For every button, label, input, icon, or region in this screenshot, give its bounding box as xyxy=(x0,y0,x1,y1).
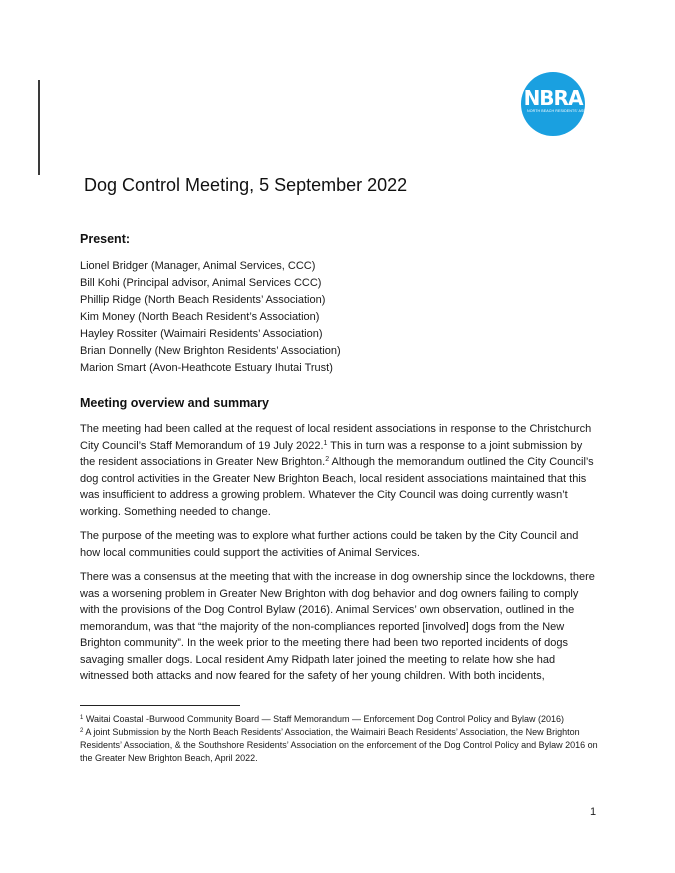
page-number: 1 xyxy=(590,806,597,818)
attendee-item: Bill Kohi (Principal advisor, Animal Services CCC) xyxy=(80,277,322,289)
paragraph-1-text-b: This in turn was a response to a joint submission by the resident associations in Greater New Brighton. xyxy=(80,439,583,468)
attendee-item: Kim Money (North Beach Resident’s Association) xyxy=(80,311,320,323)
attendee-item: Lionel Bridger (Manager, Animal Services, CCC) xyxy=(80,260,316,272)
nbra-logo xyxy=(521,72,604,136)
attendee-item: Hayley Rossiter (Waimairi Residents’ Association) xyxy=(80,328,323,340)
footnote-2 xyxy=(80,726,600,765)
footnote-ref-1[interactable]: 1 xyxy=(323,439,328,447)
attendee-item: Phillip Ridge (North Beach Residents’ Association) xyxy=(80,294,326,306)
present-heading: Present: xyxy=(80,232,131,246)
footnote-1 xyxy=(80,713,600,726)
overview-heading: Meeting overview and summary xyxy=(80,396,269,410)
paragraph-1-text-c: Although the memorandum outlined the City Council’s dog control activities in the Greater New Brighton Beach, local resident associations maintained that this was insufficient to address a growing problem. Whatever the City Council was doing currently wasn’t working. Something needed to change. xyxy=(80,456,594,518)
footnote-text: A joint Submission by the North Beach Residents’ Association, the Waimairi Beach Residents’ Association, the New Brighton Residents’ Association, & the Southshore Residents’ Association on the enforcement of the Dog Control Policy and Bylaw 2016 on the Greater New Brighton Beach, April 2022. xyxy=(80,727,598,763)
footnotes xyxy=(80,713,600,765)
paragraph-1-text-a: The meeting had been called at the request of local resident associations in response to the Christchurch City Council’s Staff Memorandum of 19 July 2022. xyxy=(80,423,592,452)
footnote-number: 1 xyxy=(80,715,84,721)
margin-change-bar xyxy=(38,80,40,175)
attendee-item: Brian Donnelly (New Brighton Residents’ Association) xyxy=(80,345,341,357)
overview-body xyxy=(80,421,600,693)
attendee-item: Marion Smart (Avon-Heathcote Estuary Ihutai Trust) xyxy=(80,362,333,374)
logo-subtext: NORTH BEACH RESIDENTS' ASSOCIATION xyxy=(527,109,604,113)
paragraph-3: There was a consensus at the meeting that with the increase in dog ownership since the lockdowns, there was a worsening problem in Greater New Brighton with dog behavior and dog owners failing to comply with the provisions of the Dog Control Bylaw (2016). Animal Services’ own observation, outlined in the memorandum, was that “the majority of the non-compliances reported [involved] dogs from the New Brighton community”. In the week prior to the meeting there had been two reported incidents of dogs savaging smaller dogs. Local resident Amy Ridpath later joined the meeting to relate how she had witnessed both attacks and now feared for the safety of her young children. With both incidents, xyxy=(80,571,595,682)
paragraph-2: The purpose of the meeting was to explore what further actions could be taken by the City Council and how local communities could support the activities of Animal Services. xyxy=(80,530,579,559)
footnote-ref-2[interactable]: 2 xyxy=(325,456,330,463)
attendee-list xyxy=(80,258,600,377)
document-title: Dog Control Meeting, 5 September 2022 xyxy=(84,175,408,195)
logo-text: NBRA xyxy=(523,86,583,110)
footnote-text: Waitai Coastal -Burwood Community Board — Staff Memorandum — Enforcement Dog Control Policy and Bylaw (2016) xyxy=(83,714,565,724)
paragraph-1 xyxy=(80,421,600,520)
footnote-number: 2 xyxy=(80,728,84,734)
footnote-divider xyxy=(80,705,240,706)
